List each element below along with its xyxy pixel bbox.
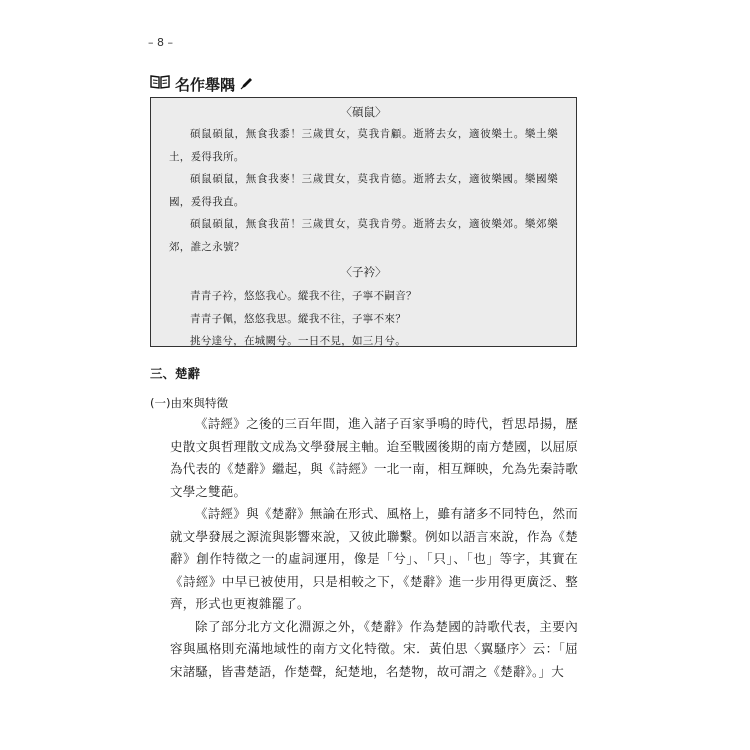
paragraph: 除了部分北方文化淵源之外，《楚辭》作為楚國的詩歌代表，主要內容與風格則充滿地域性的南方文化特徵。宋．黃伯思〈翼騷序〉云：「屈宋諸騷，皆書楚語，作楚聲，紀楚地，名楚物，故可謂之《楚辭》。」大: [170, 618, 578, 679]
chapter-heading: 三、楚辭: [150, 366, 201, 381]
poem-title-zijin: 〈子衿〉: [340, 265, 387, 279]
paragraph: 《詩經》與《楚辭》無論在形式、風格上，雖有諸多不同特色，然而就文學發展之源流與影響來說，又彼此聯繫。例如以語言來說，作為《楚辭》創作特徵之一的虛詞運用，像是「兮」、「只」、「也」等字，其實在《詩經》中早已被使用，只是相較之下，《楚辭》進一步用得更廣泛、整齊，形式也更複雜罷了。: [170, 506, 578, 611]
poem-title-shuoshu: 〈碩鼠〉: [340, 105, 387, 119]
poem-stanza: 挑兮達兮，在城闕兮。一日不見，如三月兮。: [190, 335, 406, 347]
poem-stanza: 碩鼠碩鼠，無食我麥！三歲貫女，莫我肯德。逝將去女，適彼樂國。樂國樂國，爰得我直。: [169, 173, 558, 208]
paragraph: 《詩經》之後的三百年間，進入諸子百家爭鳴的時代，哲思昂揚，歷史散文與哲理散文成為文學發展主軸。迨至戰國後期的南方楚國，以屈原為代表的《楚辭》繼起，與《詩經》一北一南，相互輝映，允為先秦詩歌文學之雙葩。: [170, 416, 578, 499]
poem-excerpt-box: [150, 97, 577, 347]
section-heading: [150, 74, 254, 94]
page-number: – 8 –: [148, 36, 173, 49]
pen-icon: [240, 75, 254, 94]
subsection-heading: (一)由來與特徵: [150, 396, 228, 410]
open-book-icon: [150, 74, 170, 94]
poem-stanza: 碩鼠碩鼠，無食我黍！三歲貫女，莫我肯顧。逝將去女，適彼樂土。樂土樂土，爰得我所。: [169, 128, 558, 163]
poem-stanza: 青青子佩，悠悠我思。縱我不往，子寧不來？: [190, 312, 406, 325]
poem-stanza: 碩鼠碩鼠，無食我苗！三歲貫女，莫我肯勞。逝將去女，適彼樂郊。樂郊樂郊，誰之永號？: [169, 218, 558, 253]
poem-stanza: 青青子衿，悠悠我心。縱我不往，子寧不嗣音？: [190, 290, 417, 302]
section-title: 名作舉隅: [175, 75, 236, 94]
body-text: [170, 413, 578, 683]
